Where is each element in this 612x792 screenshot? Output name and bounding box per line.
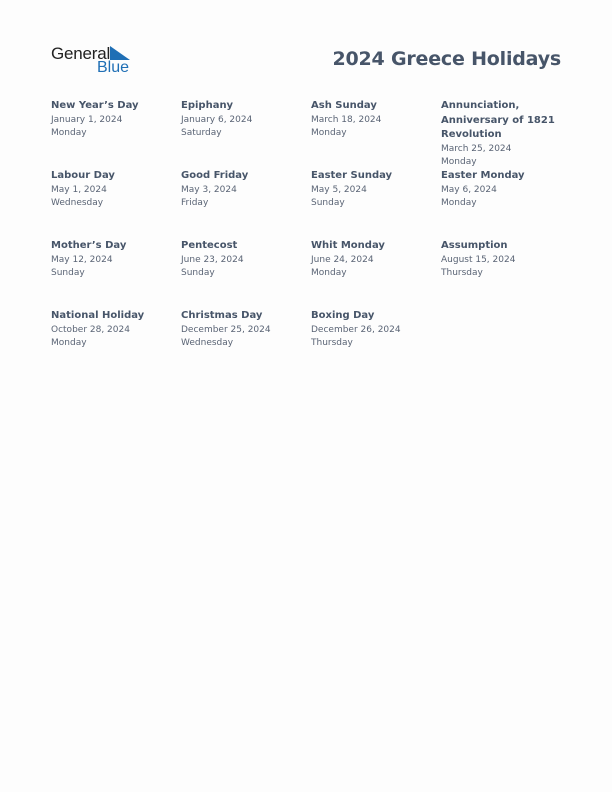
holiday-item <box>441 99 559 170</box>
logo-word-blue: Blue <box>97 59 130 76</box>
holiday-weekday: Monday <box>51 338 87 348</box>
holiday-weekday: Thursday <box>441 268 483 278</box>
holiday-item <box>51 239 176 281</box>
holiday-date: May 3, 2024 <box>181 184 237 195</box>
holiday-name: Epiphany <box>181 100 234 111</box>
logo <box>51 44 141 78</box>
holiday-date: January 6, 2024 <box>181 114 253 125</box>
holiday-name: Whit Monday <box>311 240 385 251</box>
holiday-weekday: Sunday <box>181 268 215 278</box>
holiday-date: May 12, 2024 <box>51 254 113 265</box>
holiday-date: August 15, 2024 <box>441 254 516 265</box>
holiday-date: December 25, 2024 <box>181 324 271 335</box>
page-title: 2024 Greece Holidays <box>332 48 561 70</box>
holiday-name: Boxing Day <box>311 310 375 321</box>
holiday-name: Labour Day <box>51 170 115 181</box>
holiday-weekday: Sunday <box>311 198 345 208</box>
holiday-name: Easter Monday <box>441 170 525 181</box>
holiday-item <box>311 239 436 281</box>
holiday-item <box>181 99 306 141</box>
holiday-weekday: Monday <box>441 157 477 167</box>
holiday-item <box>441 169 566 211</box>
holiday-item <box>181 169 306 211</box>
holiday-name: Pentecost <box>181 240 238 251</box>
holiday-name: Mother’s Day <box>51 240 127 251</box>
holiday-weekday: Wednesday <box>181 338 234 348</box>
holiday-weekday: Monday <box>311 268 347 278</box>
holiday-date: May 5, 2024 <box>311 184 367 195</box>
holiday-item <box>311 99 436 141</box>
holiday-item <box>51 169 176 211</box>
logo-word-general: General <box>51 44 111 63</box>
holiday-item <box>441 239 566 281</box>
holiday-weekday: Friday <box>181 198 209 208</box>
holiday-item <box>181 309 306 351</box>
holiday-date: May 1, 2024 <box>51 184 107 195</box>
holiday-date: October 28, 2024 <box>51 324 130 335</box>
holiday-name: Good Friday <box>181 170 249 181</box>
holiday-item <box>181 239 306 281</box>
holiday-name: National Holiday <box>51 310 145 321</box>
holiday-weekday: Wednesday <box>51 198 104 208</box>
holiday-item <box>311 309 436 351</box>
holiday-item <box>311 169 436 211</box>
holiday-date: June 23, 2024 <box>181 254 244 265</box>
holiday-date: December 26, 2024 <box>311 324 401 335</box>
holiday-name: Assumption <box>441 240 508 251</box>
holiday-weekday: Monday <box>311 128 347 138</box>
holiday-name: Annunciation, Anniversary of 1821 Revolution <box>441 100 555 140</box>
holiday-weekday: Thursday <box>311 338 353 348</box>
holiday-name: Christmas Day <box>181 310 263 321</box>
holiday-date: May 6, 2024 <box>441 184 497 195</box>
holiday-name: New Year’s Day <box>51 100 139 111</box>
holiday-weekday: Monday <box>441 198 477 208</box>
holiday-item <box>51 309 176 351</box>
holiday-item <box>51 99 176 141</box>
holiday-name: Ash Sunday <box>311 100 377 111</box>
holiday-weekday: Sunday <box>51 268 85 278</box>
holiday-weekday: Saturday <box>181 128 222 138</box>
logo-triangle-icon <box>110 46 130 60</box>
holiday-date: January 1, 2024 <box>51 114 123 125</box>
holiday-date: March 18, 2024 <box>311 114 382 125</box>
holiday-name: Easter Sunday <box>311 170 393 181</box>
holiday-date: March 25, 2024 <box>441 143 512 154</box>
holiday-date: June 24, 2024 <box>311 254 374 265</box>
holiday-weekday: Monday <box>51 128 87 138</box>
